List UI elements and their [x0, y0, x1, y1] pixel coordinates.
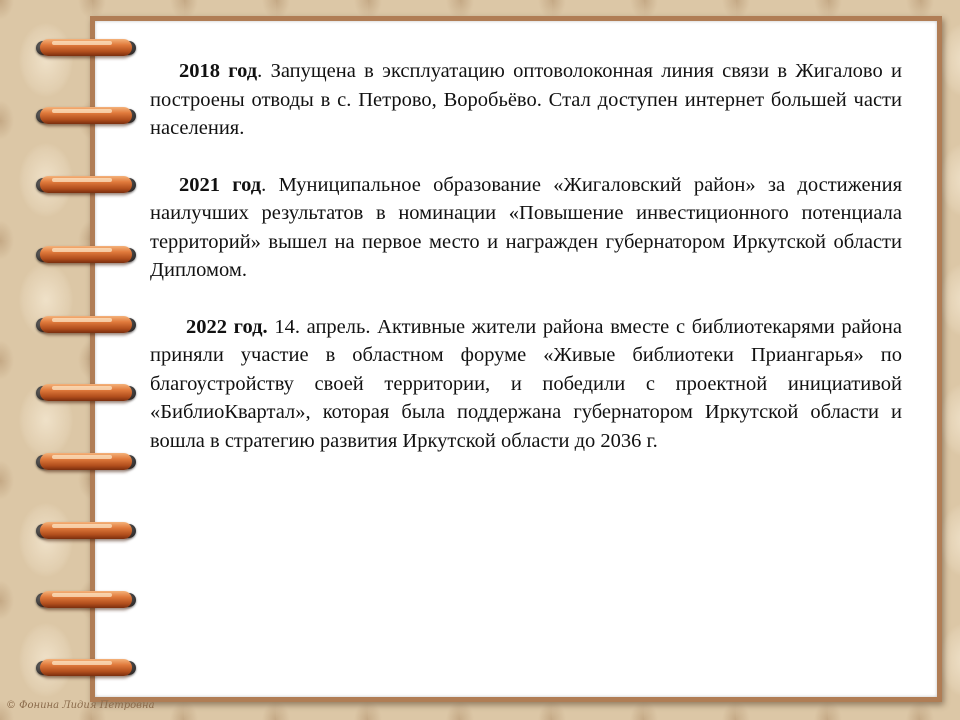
year-label: 2022 год. — [186, 315, 268, 338]
paragraph-2021 — [150, 171, 902, 285]
page-content — [150, 57, 902, 483]
binding-ring-icon — [36, 173, 136, 197]
notebook-binding — [0, 0, 150, 720]
binding-ring-icon — [36, 104, 136, 128]
binding-ring-icon — [36, 36, 136, 60]
year-label: 2021 год — [179, 173, 262, 196]
paragraph-2022 — [150, 313, 902, 456]
binding-ring-icon — [36, 243, 136, 267]
paragraph-text: 14. апрель. Активные жители района вместе с библиотекарями района приняли участие в областном форуме «Живые библиотеки Приангарья» по благоустройству своей территории, и победили с проектной инициативой «БиблиоКвартал», которая была поддержана губернатором Иркутской области и вошла в стратегию развития Иркутской области до 2036 г. — [150, 315, 902, 452]
binding-ring-icon — [36, 588, 136, 612]
binding-ring-icon — [36, 519, 136, 543]
binding-ring-icon — [36, 656, 136, 680]
binding-ring-icon — [36, 313, 136, 337]
binding-ring-icon — [36, 450, 136, 474]
paragraph-text: . Запущена в эксплуатацию оптоволоконная линия связи в Жигалово и построены отводы в с. Петрово, Воробьёво. Стал доступен интернет большей части населения. — [150, 60, 902, 139]
year-label: 2018 год — [179, 60, 258, 82]
binding-ring-icon — [36, 381, 136, 405]
paragraph-2018 — [150, 57, 902, 143]
paragraph-text: . Муниципальное образование «Жигаловский район» за достижения наилучших результатов в номинации «Повышение инвестиционного потенциала территорий» вышел на первое место и награжден губернатором Иркутской области Дипломом. — [150, 173, 902, 281]
author-watermark: © Фонина Лидия Петровна — [6, 700, 155, 711]
